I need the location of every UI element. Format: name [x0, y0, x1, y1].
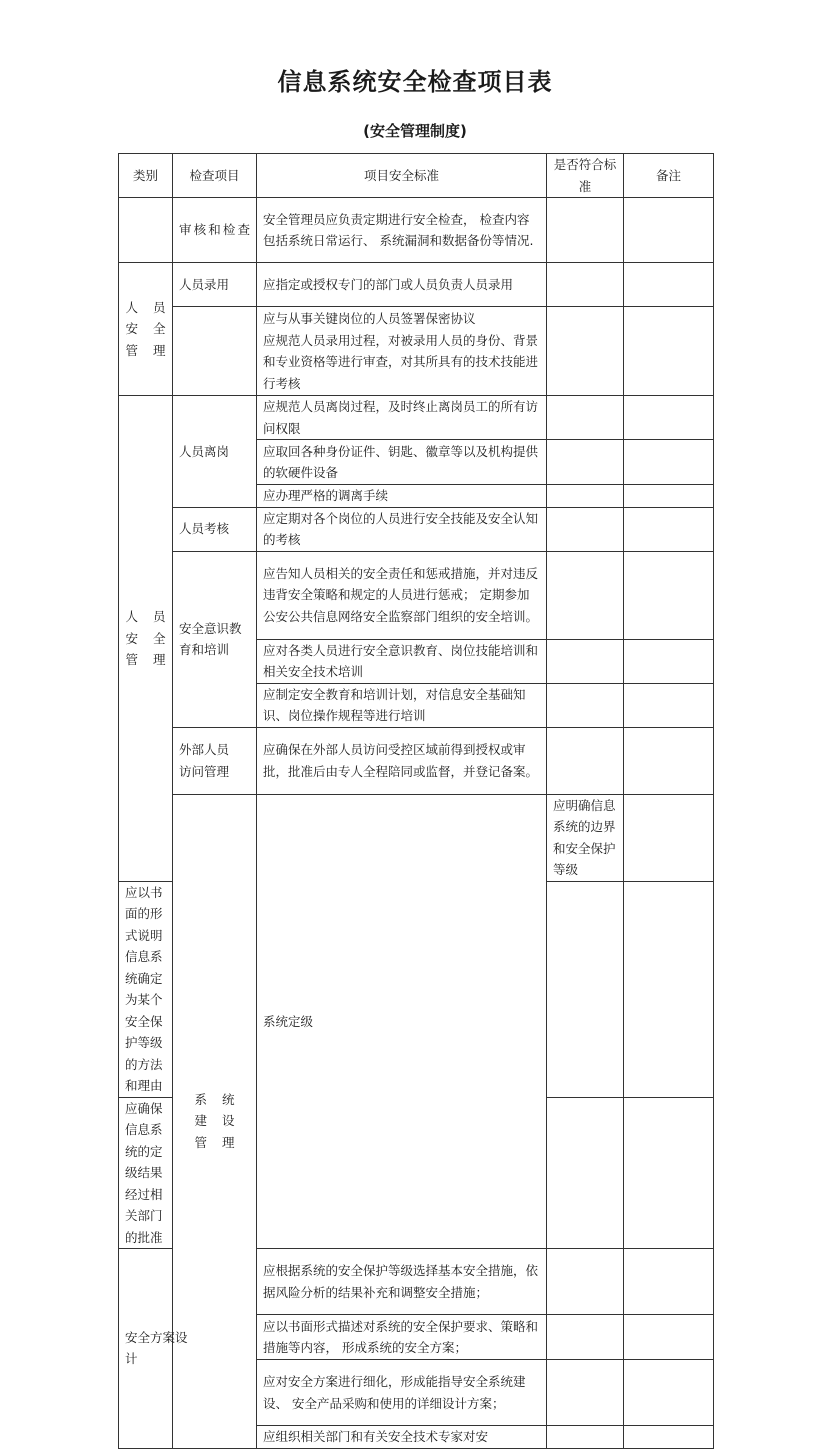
remarks-cell[interactable] [624, 1315, 714, 1360]
standard-cell [257, 307, 547, 396]
standard-cell: 应组织相关部门和有关安全技术专家对安 [257, 1426, 547, 1449]
item-cell: 系统定级 [257, 794, 547, 1249]
compliant-cell[interactable] [547, 683, 624, 727]
remarks-cell[interactable] [624, 396, 714, 440]
table-row [119, 396, 714, 440]
remarks-cell[interactable] [624, 551, 714, 639]
compliant-cell[interactable] [547, 1097, 624, 1249]
standard-cell: 应以书面形式描述对系统的安全保护要求、策略和措施等内容， 形成系统的安全方案； [257, 1315, 547, 1360]
standard-cell: 应对各类人员进行安全意识教育、岗位技能培训和相关安全技术培训 [257, 639, 547, 683]
table-header-row [119, 154, 714, 198]
table-row [119, 198, 714, 263]
compliant-cell[interactable] [547, 307, 624, 396]
compliant-cell[interactable] [547, 396, 624, 440]
standard-cell: 应指定或授权专门的部门或人员负责人员录用 [257, 263, 547, 307]
document-subtitle: (安全管理制度) [363, 122, 467, 140]
standard-line: 应与从事关键岗位的人员签署保密协议 [263, 311, 476, 326]
item-label: 安全方案设计 [125, 1329, 188, 1367]
remarks-cell[interactable] [624, 881, 714, 1097]
remarks-cell[interactable] [624, 1360, 714, 1426]
remarks-cell[interactable] [624, 639, 714, 683]
item-cell: 人员录用 [173, 263, 257, 307]
item-cell-empty [173, 307, 257, 396]
table-row [119, 727, 714, 794]
compliant-cell[interactable] [547, 198, 624, 263]
remarks-cell[interactable] [624, 507, 714, 551]
compliant-cell[interactable] [547, 440, 624, 485]
table-row [119, 794, 714, 881]
category-cell [119, 263, 173, 396]
compliant-cell[interactable] [624, 794, 714, 881]
table-row [119, 307, 714, 396]
item-cell [173, 551, 257, 727]
standard-cell: 应制定安全教育和培训计划，对信息安全基础知识、岗位操作规程等进行培训 [257, 683, 547, 727]
compliant-cell[interactable] [547, 485, 624, 508]
category-label: 人 员 安 全 管 理 [125, 299, 166, 358]
remarks-cell[interactable] [624, 307, 714, 396]
standard-cell: 应根据系统的安全保护等级选择基本安全措施，依据风险分析的结果补充和调整安全措施； [257, 1249, 547, 1315]
standard-line: 应规范人员录用过程，对被录用人员的身份、背景和专业资格等进行审查，对其所具有的技术技能进行考核 [263, 332, 539, 391]
standard-cell: 应对安全方案进行细化，形成能指导安全系统建设、 安全产品采购和使用的详细设计方案； [257, 1360, 547, 1426]
standard-cell: 应明确信息系统的边界和安全保护等级 [547, 794, 624, 881]
table-row [119, 507, 714, 551]
compliant-cell[interactable] [547, 263, 624, 307]
standard-cell: 应定期对各个岗位的人员进行安全技能及安全认知的考核 [257, 507, 547, 551]
item-label: 安全意识教育和培训 [179, 620, 242, 657]
table-row [119, 263, 714, 307]
header-compliant: 是否符合标准 [547, 154, 624, 198]
remarks-cell[interactable] [624, 263, 714, 307]
standard-cell: 应办理严格的调离手续 [257, 485, 547, 508]
compliant-cell[interactable] [547, 639, 624, 683]
header-category: 类别 [119, 154, 173, 198]
remarks-cell[interactable] [624, 683, 714, 727]
standard-cell: 应告知人员相关的安全责任和惩戒措施，并对违反违背安全策略和规定的人员进行惩戒； 定期参加公安公共信息网络安全监察部门组织的安全培训。 [257, 551, 547, 639]
item-cell: 人员考核 [173, 507, 257, 551]
category-cell-empty [119, 198, 173, 263]
item-cell [119, 1249, 188, 1449]
standard-cell: 应确保信息系统的定级结果经过相关部门的批准 [119, 1097, 173, 1249]
remarks-cell[interactable] [624, 727, 714, 794]
remarks-cell[interactable] [624, 1097, 714, 1249]
standard-cell: 应规范人员离岗过程，及时终止离岗员工的所有访问权限 [257, 396, 547, 440]
category-label: 人 员 安 全 管 理 [125, 609, 166, 667]
standard-cell: 安全管理员应负责定期进行安全检查， 检查内容包括系统日常运行、 系统漏洞和数据备份等情况. [257, 198, 547, 263]
compliant-cell[interactable] [547, 727, 624, 794]
header-standard: 项目安全标准 [257, 154, 547, 198]
item-cell [173, 727, 257, 794]
remarks-cell[interactable] [624, 1426, 714, 1449]
category-label: 系 统 建 设 管理 [194, 1091, 235, 1150]
category-cell [119, 396, 173, 882]
compliant-cell[interactable] [547, 1249, 624, 1315]
document-title: 信息系统安全检查项目表 [277, 68, 553, 96]
standard-cell: 应确保在外部人员访问受控区域前得到授权或审批，批准后由专人全程陪同或监督，并登记备案。 [257, 727, 547, 794]
remarks-cell[interactable] [624, 440, 714, 485]
standard-cell: 应以书面的形式说明信息系统确定为某个安全保护等级的方法和理由 [119, 881, 173, 1097]
remarks-cell[interactable] [624, 1249, 714, 1315]
compliant-cell[interactable] [547, 551, 624, 639]
header-item: 检查项目 [173, 154, 257, 198]
compliant-cell[interactable] [547, 507, 624, 551]
item-label: 外部人员访问管理 [179, 742, 230, 779]
table-row [119, 551, 714, 639]
item-cell [173, 198, 257, 263]
compliant-cell[interactable] [547, 1360, 624, 1426]
standard-cell: 应取回各种身份证件、钥匙、徽章等以及机构提供的软硬件设备 [257, 440, 547, 485]
compliant-cell[interactable] [547, 1315, 624, 1360]
remarks-cell[interactable] [624, 485, 714, 508]
item-cell: 人员离岗 [173, 396, 257, 508]
item-label: 审核和检查 [179, 222, 250, 238]
header-remarks: 备注 [624, 154, 714, 198]
remarks-cell[interactable] [624, 198, 714, 263]
inspection-table [118, 153, 714, 1449]
compliant-cell[interactable] [547, 1426, 624, 1449]
compliant-cell[interactable] [547, 881, 624, 1097]
